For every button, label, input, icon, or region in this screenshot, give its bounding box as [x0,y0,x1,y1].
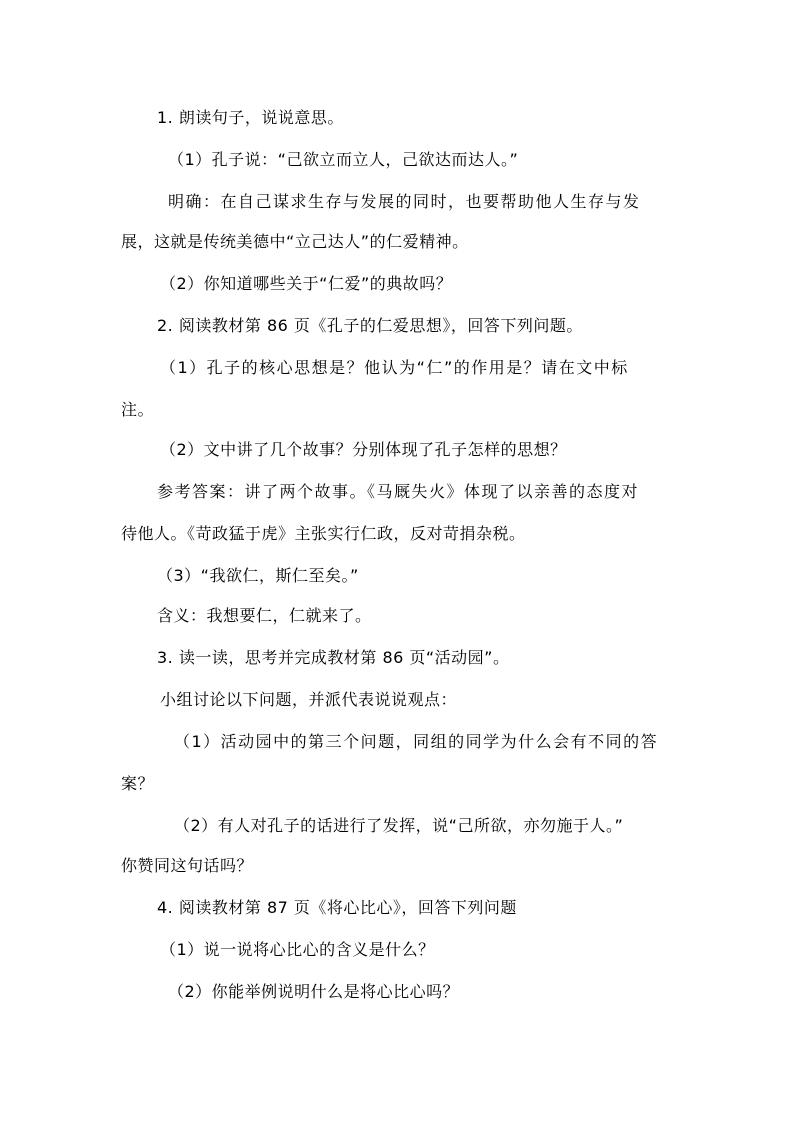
question-4-heading: 4. 阅读教材第 87 页《将心比心》，回答下列问题 [157,898,517,917]
sub-question-2-1-line-2: 注。 [121,400,155,419]
sub-question-2-2: （2）文中讲了几个故事？分别体现了孔子怎样的思想？ [160,440,567,459]
sub-question-1-2: （2）你知道哪些关于“仁爱”的典故吗？ [160,274,453,293]
sub-question-3-1-line-1: （1）活动园中的第三个问题，同组的同学为什么会有不同的答 [174,732,659,751]
question-2-heading: 2. 阅读教材第 86 页《孔子的仁爱思想》，回答下列问题。 [157,316,583,335]
question-1-heading: 1. 朗读句子，说说意思。 [157,108,344,127]
sub-question-2-1-line-1: （1）孔子的核心思想是？他认为“仁”的作用是？请在文中标 [160,358,629,377]
sub-question-3-2-line-1: （2）有人对孔子的话进行了发挥，说“己所欲，亦勿施于人。” [174,816,624,835]
sub-question-3-2-line-2: 你赞同这句话吗？ [121,856,254,875]
sub-question-4-2: （2）你能举例说明什么是将心比心吗？ [168,982,460,1001]
sub-question-3-1-line-2: 案？ [121,774,155,793]
sub-question-2-3: （3）“我欲仁，斯仁至矣。” [157,566,359,585]
clarification-line-1: 明确：在自己谋求生存与发展的同时，也要帮助他人生存与发 [168,192,641,211]
sub-question-4-1: （1）说一说将心比心的含义是什么？ [160,940,435,959]
reference-answer-line-1: 参考答案：讲了两个故事。《马厩失火》体现了以亲善的态度对 [157,482,640,501]
question-3-heading: 3. 读一读，思考并完成教材第 86 页“活动园”。 [157,648,510,667]
meaning-line: 含义：我想要仁，仁就来了。 [157,606,372,625]
reference-answer-line-2: 待他人。《苛政猛于虎》主张实行仁政，反对苛捐杂税。 [121,524,526,543]
group-discussion-intro: 小组讨论以下问题，并派代表说说观点： [160,690,458,709]
clarification-line-2: 展，这就是传统美德中“立己达人”的仁爱精神。 [121,232,469,251]
sub-question-1-1: （1）孔子说：“己欲立而立人，己欲达而达人。” [168,150,519,169]
